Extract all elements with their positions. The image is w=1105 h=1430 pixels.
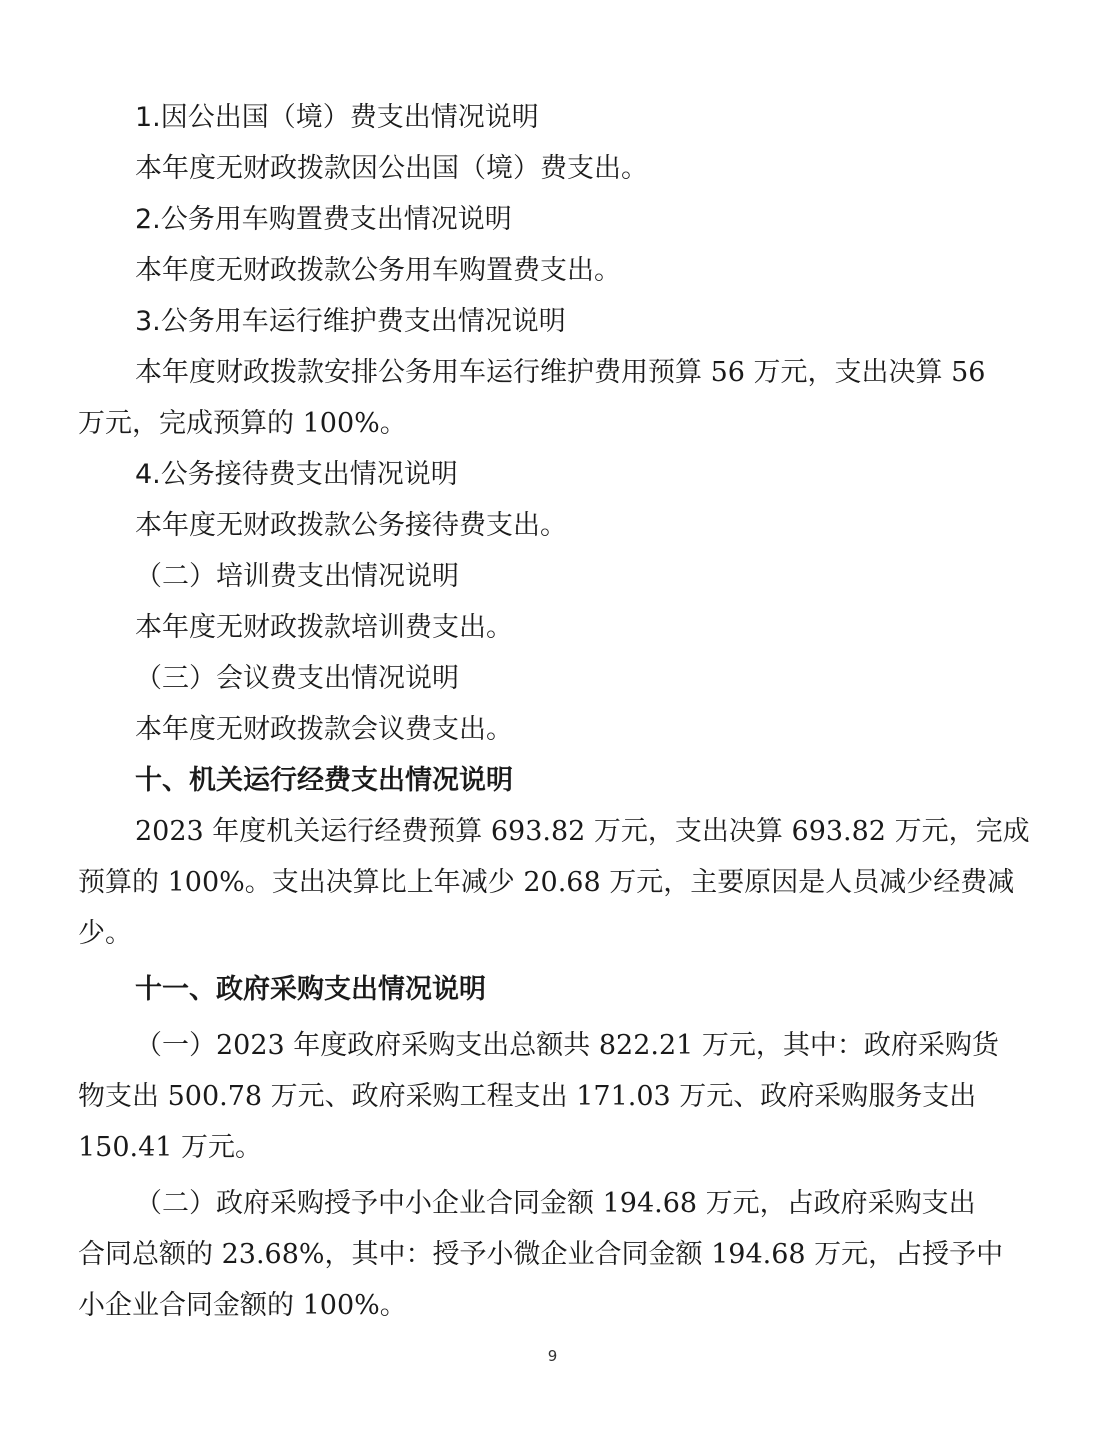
section-body-procurement-p1-line2: 物支出 500.78 万元、政府采购工程支出 171.03 万元、政府采购服务支出: [78, 1081, 977, 1112]
section-heading-vehicle-purchase: 2.公务用车购置费支出情况说明: [135, 204, 512, 235]
section-heading-procurement: 十一、政府采购支出情况说明: [135, 974, 486, 1005]
section-heading-training: （二）培训费支出情况说明: [135, 561, 459, 592]
section-body-reception: 本年度无财政拨款公务接待费支出。: [135, 510, 567, 541]
section-body-procurement-p1-line1: （一）2023 年度政府采购支出总额共 822.21 万元，其中：政府采购货: [135, 1030, 999, 1061]
document-page: [78, 92, 1030, 1331]
section-body-vehicle-purchase: 本年度无财政拨款公务用车购置费支出。: [135, 255, 621, 286]
section-heading-meeting: （三）会议费支出情况说明: [135, 663, 459, 694]
section-body-vehicle-maintenance-line2: 万元，完成预算的 100%。: [78, 408, 407, 439]
section-heading-overseas-travel: 1.因公出国（境）费支出情况说明: [135, 102, 539, 133]
section-body-meeting: 本年度无财政拨款会议费支出。: [135, 714, 513, 745]
section-body-operating-expenses-line1: 2023 年度机关运行经费预算 693.82 万元，支出决算 693.82 万元，完成: [135, 816, 1030, 847]
section-body-vehicle-maintenance-line1: 本年度财政拨款安排公务用车运行维护费用预算 56 万元，支出决算 56: [135, 357, 986, 388]
section-heading-vehicle-maintenance: 3.公务用车运行维护费支出情况说明: [135, 306, 566, 337]
section-body-operating-expenses-line3: 少。: [78, 918, 132, 949]
section-heading-operating-expenses: 十、机关运行经费支出情况说明: [135, 765, 513, 796]
section-body-procurement-p2-line1: （二）政府采购授予中小企业合同金额 194.68 万元，占政府采购支出: [135, 1188, 976, 1219]
page-number: 9: [547, 1347, 558, 1365]
section-body-overseas-travel: 本年度无财政拨款因公出国（境）费支出。: [135, 153, 648, 184]
section-body-procurement-p2-line3: 小企业合同金额的 100%。: [78, 1290, 407, 1321]
section-body-operating-expenses-line2: 预算的 100%。支出决算比上年减少 20.68 万元，主要原因是人员减少经费减: [78, 867, 1015, 898]
section-heading-reception: 4.公务接待费支出情况说明: [135, 459, 458, 490]
section-body-procurement-p2-line2: 合同总额的 23.68%，其中：授予小微企业合同金额 194.68 万元，占授予中: [78, 1239, 1004, 1270]
section-body-procurement-p1-line3: 150.41 万元。: [78, 1132, 263, 1163]
section-body-training: 本年度无财政拨款培训费支出。: [135, 612, 513, 643]
